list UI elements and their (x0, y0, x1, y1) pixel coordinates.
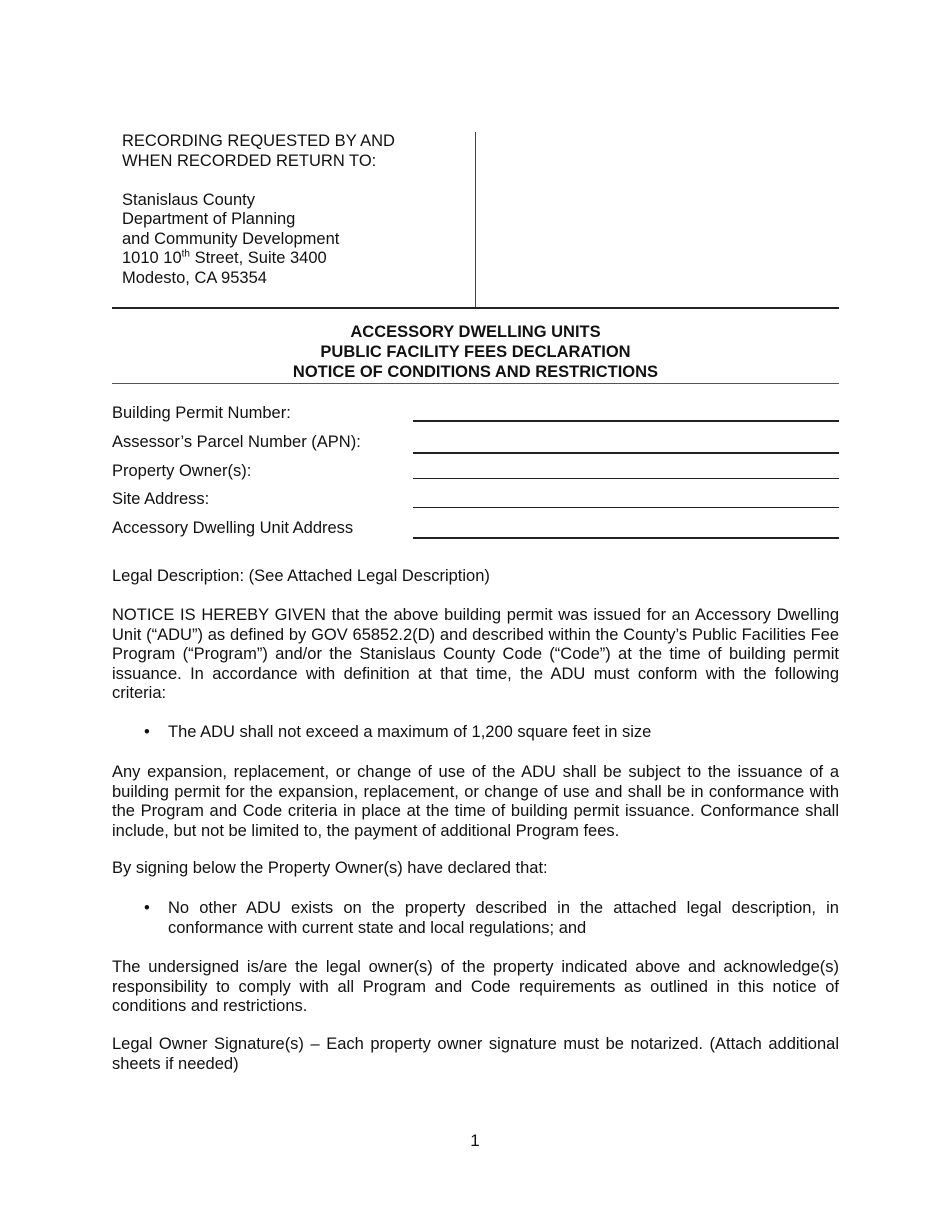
building-permit-label: Building Permit Number: (112, 404, 291, 422)
title-divider (112, 383, 839, 384)
return-org: Stanislaus County (122, 190, 255, 209)
bullet-icon: • (144, 899, 150, 917)
building-permit-field[interactable] (413, 420, 839, 422)
signature-paragraph: Legal Owner Signature(s) – Each property owner signature must be notarized. (Attach additional sheets if needed) (112, 1035, 839, 1073)
site-address-label: Site Address: (112, 490, 210, 508)
undersigned-paragraph: The undersigned is/are the legal owner(s) of the property indicated above and acknowledge(s) responsibility to comply with all Program and Code requirements as outlined in this notice of conditions and restrictions. (112, 958, 839, 1015)
declaration-list-item (144, 899, 839, 938)
return-street (122, 249, 395, 269)
site-address-field[interactable] (413, 507, 839, 508)
bullet-icon: • (144, 723, 150, 741)
street-rest: Street, Suite 3400 (190, 249, 327, 267)
return-dept-2: and Community Development (122, 229, 340, 248)
apn-field[interactable] (413, 452, 839, 454)
street-number: 1010 10 (122, 249, 182, 267)
return-dept: Department of Planning (122, 210, 296, 228)
return-city: Modesto, CA 95354 (122, 268, 267, 287)
recording-line-1: RECORDING REQUESTED BY AND (122, 132, 395, 150)
page-number: 1 (470, 1131, 480, 1150)
criteria-list-item (144, 723, 839, 743)
recording-block (122, 132, 395, 288)
by-signing-paragraph: By signing below the Property Owner(s) have declared that: (112, 859, 548, 877)
document-title (112, 322, 839, 382)
apn-label: Assessor’s Parcel Number (APN): (112, 433, 361, 451)
adu-address-label: Accessory Dwelling Unit Address (112, 519, 354, 537)
street-ordinal: th (181, 248, 190, 260)
declaration-text: No other ADU exists on the property described in the attached legal description, in conformance with current state and local regulations; and (168, 899, 839, 937)
legal-description: Legal Description: (See Attached Legal Description) (112, 567, 490, 585)
recording-divider-horizontal (112, 307, 839, 309)
criteria-text: The ADU shall not exceed a maximum of 1,200 square feet in size (168, 723, 652, 741)
title-line-3: NOTICE OF CONDITIONS AND RESTRICTIONS (292, 363, 659, 381)
title-line-1: ACCESSORY DWELLING UNITS (350, 323, 601, 341)
recording-line-2: WHEN RECORDED RETURN TO: (122, 151, 377, 170)
adu-address-field[interactable] (413, 537, 839, 539)
property-owners-field[interactable] (413, 478, 839, 479)
property-owners-label: Property Owner(s): (112, 462, 252, 480)
notice-paragraph: NOTICE IS HEREBY GIVEN that the above building permit was issued for an Accessory Dwelling Unit (“ADU”) as defined by GOV 65852.2(D) and described within the County’s Public Facilities Fee Program (“Program”) and/or the Stanislaus County Code (“Code”) at the time of building permit issuance. In accordance with definition at that time, the ADU must conform with the following criteria: (112, 606, 839, 702)
recording-divider-vertical (475, 132, 476, 308)
expansion-paragraph: Any expansion, replacement, or change of use of the ADU shall be subject to the issuance of a building permit for the expansion, replacement, or change of use and shall be in conformance with the Program and Code criteria in place at the time of building permit issuance. Conformance shall include, but not be limited to, the payment of additional Program fees. (112, 763, 839, 840)
title-line-2: PUBLIC FACILITY FEES DECLARATION (320, 343, 631, 361)
